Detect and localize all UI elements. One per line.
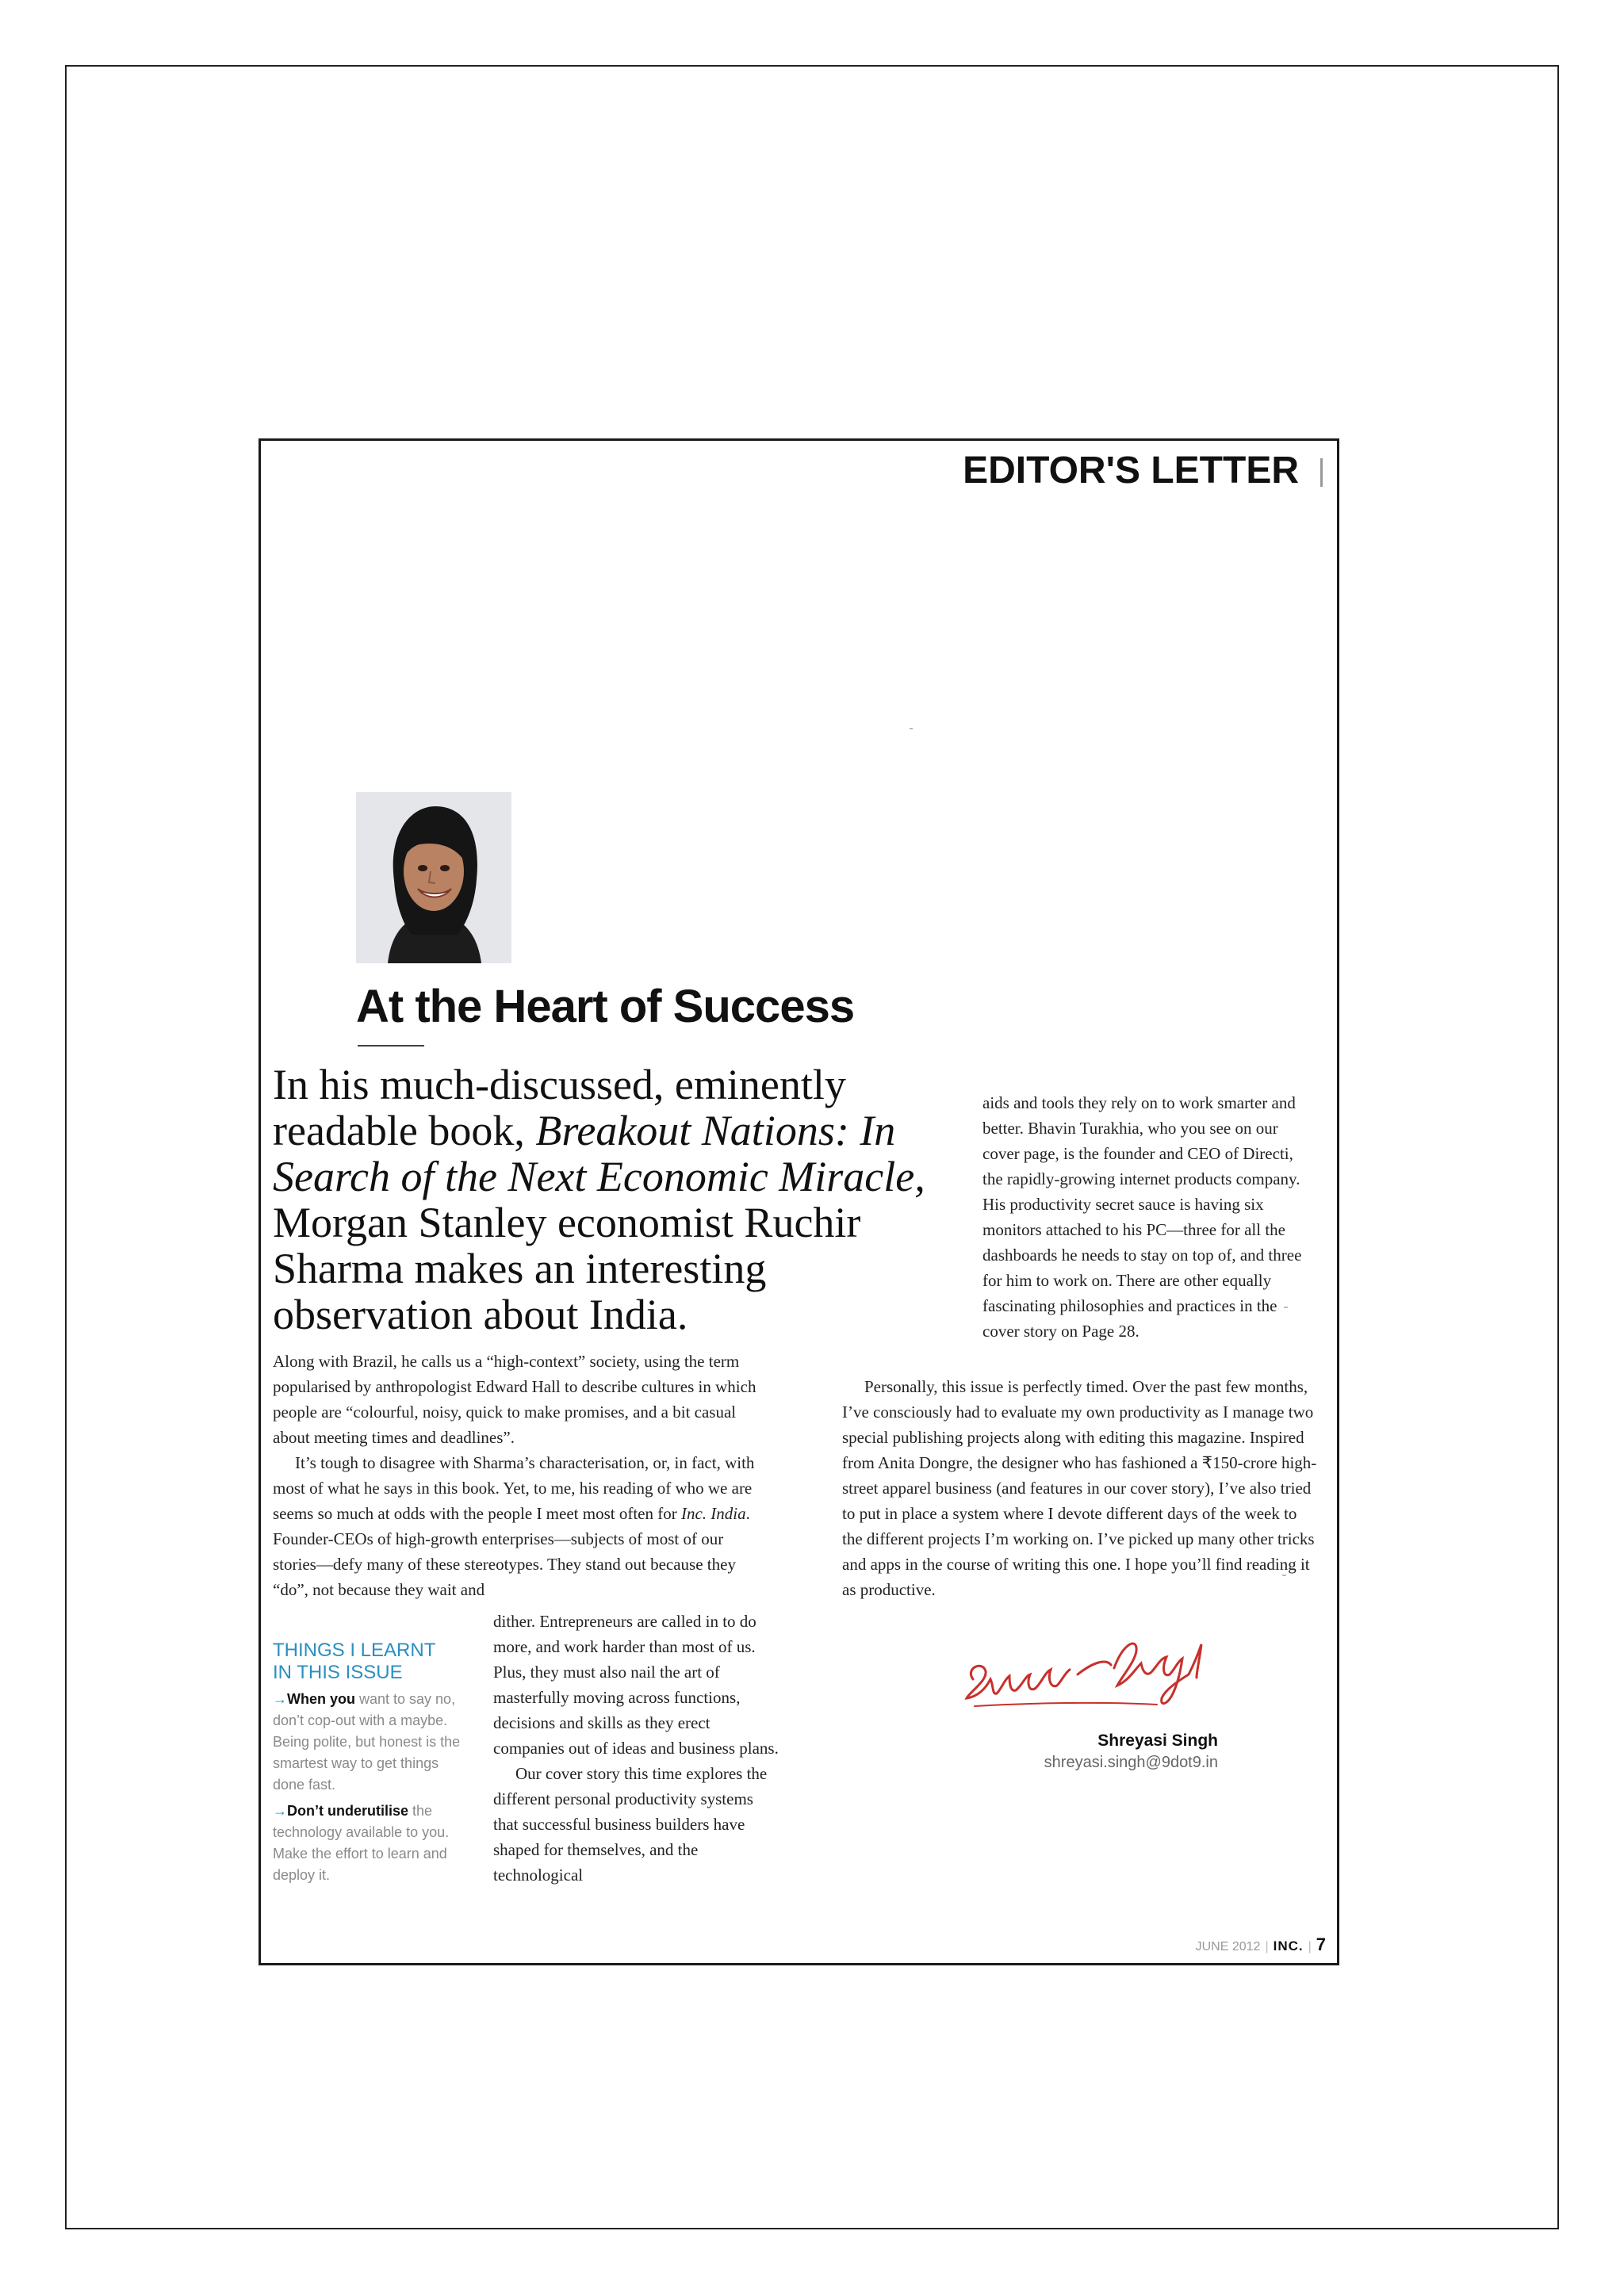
folio-separator: | <box>1308 1940 1312 1954</box>
body-column-right-top <box>982 1090 1316 1344</box>
learnings-sidebar <box>273 1640 467 1886</box>
tip-text: the technology available to you. Make the effort to learn and deploy it. <box>273 1803 450 1883</box>
magazine-brand: INC. <box>1273 1938 1304 1954</box>
paragraph-2 <box>273 1450 756 1602</box>
issue-date: JUNE 2012 <box>1195 1940 1261 1954</box>
body-column-right-bottom <box>842 1374 1318 1602</box>
portrait-illustration <box>356 792 511 963</box>
deck-text-2: Morgan Stanley economist Ruchir Sharma makes an interesting observation about India. <box>273 1199 861 1338</box>
folio-separator: | <box>1265 1940 1269 1954</box>
paragraph-2-continued: dither. Entrepreneurs are called in to do more, and work harder than most of us. Plus, they must also nail the art of masterfully moving across functions, decisions and skills as they erect companies out of ideas and business plans. <box>493 1612 779 1758</box>
magazine-page <box>259 438 1339 1965</box>
paragraph-2-start: It’s tough to disagree with Sharma’s characterisation, or, in fact, with most of what he says in this book. Yet, to me, his reading of who we are seems so much at odds with the people I meet most often for <box>273 1453 755 1523</box>
scan-speck <box>1284 1307 1288 1308</box>
paragraph-4: Personally, this issue is perfectly timed. Over the past few months, I’ve consciously had to evaluate my own productivity as I manage two special publishing projects along with editing this magazine. Inspired from Anita Dongre, the designer who has fashioned a ₹150-crore high-street apparel business (and features in our cover story), I’ve also tried to put in place a system where I devote different days of the week to the different projects I’m working on. I’ve picked up many other tricks and apps in the course of writing this one. I hope you’ll find reading it as productive. <box>842 1377 1317 1599</box>
paragraph-2-end: . Founder-CEOs of high-growth enterprises—subjects of most of our stories—defy many of these stereotypes. They stand out because they “do”, not because they wait and <box>273 1504 750 1599</box>
sidebar-tip <box>273 1800 467 1886</box>
paragraph-1: Along with Brazil, he calls us a “high-context” society, using the term popularised by anthropologist Edward Hall to describe cultures in which people are “colourful, noisy, quick to make promises, and a bit casual about meeting times and deadlines”. <box>273 1352 756 1447</box>
deck-text-1: In his much-discussed, eminently readable book, <box>273 1061 846 1154</box>
sidebar-title <box>273 1640 467 1684</box>
scan-speck <box>1282 1575 1286 1576</box>
headline-rule <box>358 1045 424 1047</box>
deck-book-title: Breakout Nations: In Search of the Next Economic Miracle, <box>273 1107 925 1200</box>
body-column-middle <box>493 1609 779 1888</box>
page-number: 7 <box>1316 1934 1326 1954</box>
article-deck <box>273 1062 971 1337</box>
section-divider <box>1320 458 1323 487</box>
section-label: EDITOR'S LETTER <box>963 450 1299 492</box>
arrow-right-icon: → <box>273 1691 287 1707</box>
sidebar-title-line-1: THINGS I LEARNT <box>273 1640 436 1661</box>
scan-speck <box>910 728 913 729</box>
sidebar-tip <box>273 1689 467 1796</box>
page-folio <box>1196 1934 1326 1955</box>
paragraph-3-continued: aids and tools they rely on to work smarter and better. Bhavin Turakhia, who you see on our cover page, is the founder and CEO of Directi, the rapidly-growing internet products company. His productivity secret sauce is having six monitors attached to his PC—three for all the dashboards he needs to stay on top of, and three for him to work on. There are other equally fascinating philosophies and practices in the cover story on Page 28. <box>982 1093 1302 1341</box>
tip-text: want to say no, don’t cop-out with a maybe. Being polite, but honest is the smartest way to get things done fast. <box>273 1691 461 1793</box>
editor-name: Shreyasi Singh <box>1097 1732 1218 1750</box>
arrow-right-icon: → <box>273 1803 287 1819</box>
article-headline: At the Heart of Success <box>356 981 855 1032</box>
editor-portrait <box>356 792 511 963</box>
tip-lead: Don’t underutilise <box>287 1803 408 1819</box>
publication-name: Inc. India <box>680 1504 746 1523</box>
body-column-left <box>273 1349 756 1602</box>
paragraph-3: Our cover story this time explores the different personal productivity systems that successful business builders have shaped for themselves, and the technological <box>493 1764 768 1885</box>
tip-lead: When you <box>287 1691 355 1707</box>
editor-email: shreyasi.singh@9dot9.in <box>1044 1754 1218 1771</box>
handwritten-signature <box>959 1630 1212 1717</box>
sidebar-title-line-2: IN THIS ISSUE <box>273 1662 403 1683</box>
